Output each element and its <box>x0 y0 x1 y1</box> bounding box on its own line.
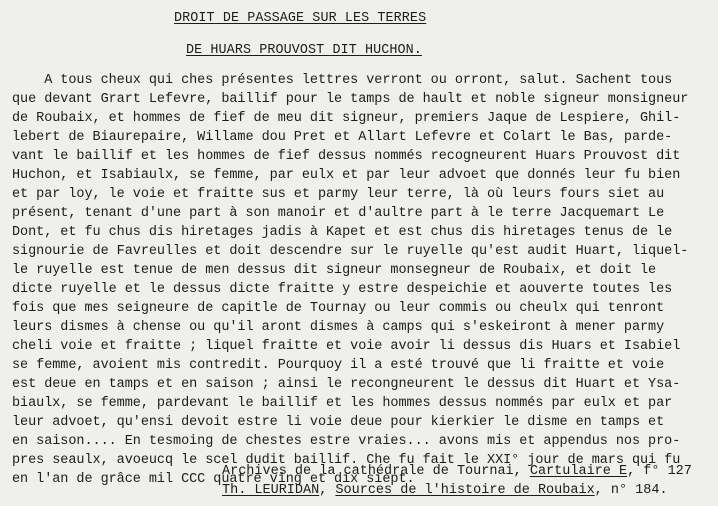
body-line: cheli voie et fraitte ; liquel fraitte et voie avoir li dessus dis Huars et Isabiel <box>12 339 681 354</box>
body-line: que devant Grart Lefevre, baillif pour le tamps de hault et noble signeur monsigneur <box>12 92 689 107</box>
title-line-1: DROIT DE PASSAGE SUR LES TERRES <box>174 11 427 26</box>
citation-author: Th. LEURIDAN <box>222 483 320 498</box>
body-line: dicte ruyelle et le dessus dicte fraitte y estre despeichie et aouverte toutes les <box>12 282 673 297</box>
citation-prefix: Archives de la cathédrale de Tournai, <box>222 464 530 479</box>
citation-work-title: Sources de l'histoire de Roubaix <box>335 483 595 498</box>
body-line: signourie de Favreulles et doit descendre sur le ruyelle qu'est audit Huart, liquel- <box>12 244 689 259</box>
body-line: fois que mes seigneure de capitle de Tournay ou leur commis ou cheulx qui tenront <box>12 301 665 316</box>
body-line: Dont, et fu chus dis hiretages jadis à Kapet et est chus dis hiretages tenus de le <box>12 225 673 240</box>
body-line: lebert de Biaurepaire, Willame dou Pret et Allart Lefevre et Colart le Bas, parde- <box>12 130 673 145</box>
body-line: biaulx, se femme, pardevant le baillif et les hommes dessus nommés par eulx et par <box>12 396 673 411</box>
body-line: vant le baillif et les hommes de fief dessus nommés recogneurent Huars Prouvost dit <box>12 149 681 164</box>
body-line: Huchon, et Isabiaulx, se femme, par eulx et par leur advoet que donnés leur fu bien <box>12 168 681 183</box>
citation-number: , n° 184. <box>594 483 668 498</box>
citation-folio: , f° 127 <box>627 464 692 479</box>
body-line: A tous cheux qui ches présentes lettres verront ou orront, salut. Sachent tous <box>12 73 673 88</box>
cartulaire-reference: Cartulaire E <box>529 464 628 479</box>
body-line: le ruyelle est tenue de men dessus dit signeur monsegneur de Roubaix, et doit le <box>12 263 657 278</box>
body-line: en saison.... En tesmoing de chestes estre vraies... avons mis et appendus nos pro- <box>12 434 681 449</box>
body-line: de Roubaix, et hommes de fief de meu dit signeur, premiers Jaque de Lespiere, Ghil- <box>12 111 681 126</box>
citation-separator: , <box>319 483 336 498</box>
body-line: leurs dismes à chense ou qu'il aront dismes à camps qui s'eskeiront à mener parmy <box>12 320 665 335</box>
body-line: et par loy, le voie et fraitte sus et parmy leur terre, là où leurs fours siet au <box>12 187 665 202</box>
source-citation-2 <box>222 482 668 499</box>
title-line-2: DE HUARS PROUVOST DIT HUCHON. <box>186 43 422 58</box>
body-line: pres seaulx, avoeucq le scel dudit baillif. Che fu fait le XXI° jour de mars qui fu <box>12 453 681 468</box>
body-line: présent, tenant d'une part à son manoir et d'aultre part à le terre Jacquemart Le <box>12 206 665 221</box>
body-line: en l'an de grâce mil CCC quatre ving et dix siept. <box>12 472 415 487</box>
body-line: leur advoet, qu'ensi devoit estre li voie deue pour kierkier le disme en tamps et <box>12 415 665 430</box>
body-line: est deue en tamps et en saison ; ainsi le recongneurent le dessus dit Huart et Ysa- <box>12 377 681 392</box>
body-line: se femme, avoient mis contredit. Pourquoy il a esté trouvé que li fraitte et voie <box>12 358 665 373</box>
source-citation-1 <box>222 463 692 480</box>
